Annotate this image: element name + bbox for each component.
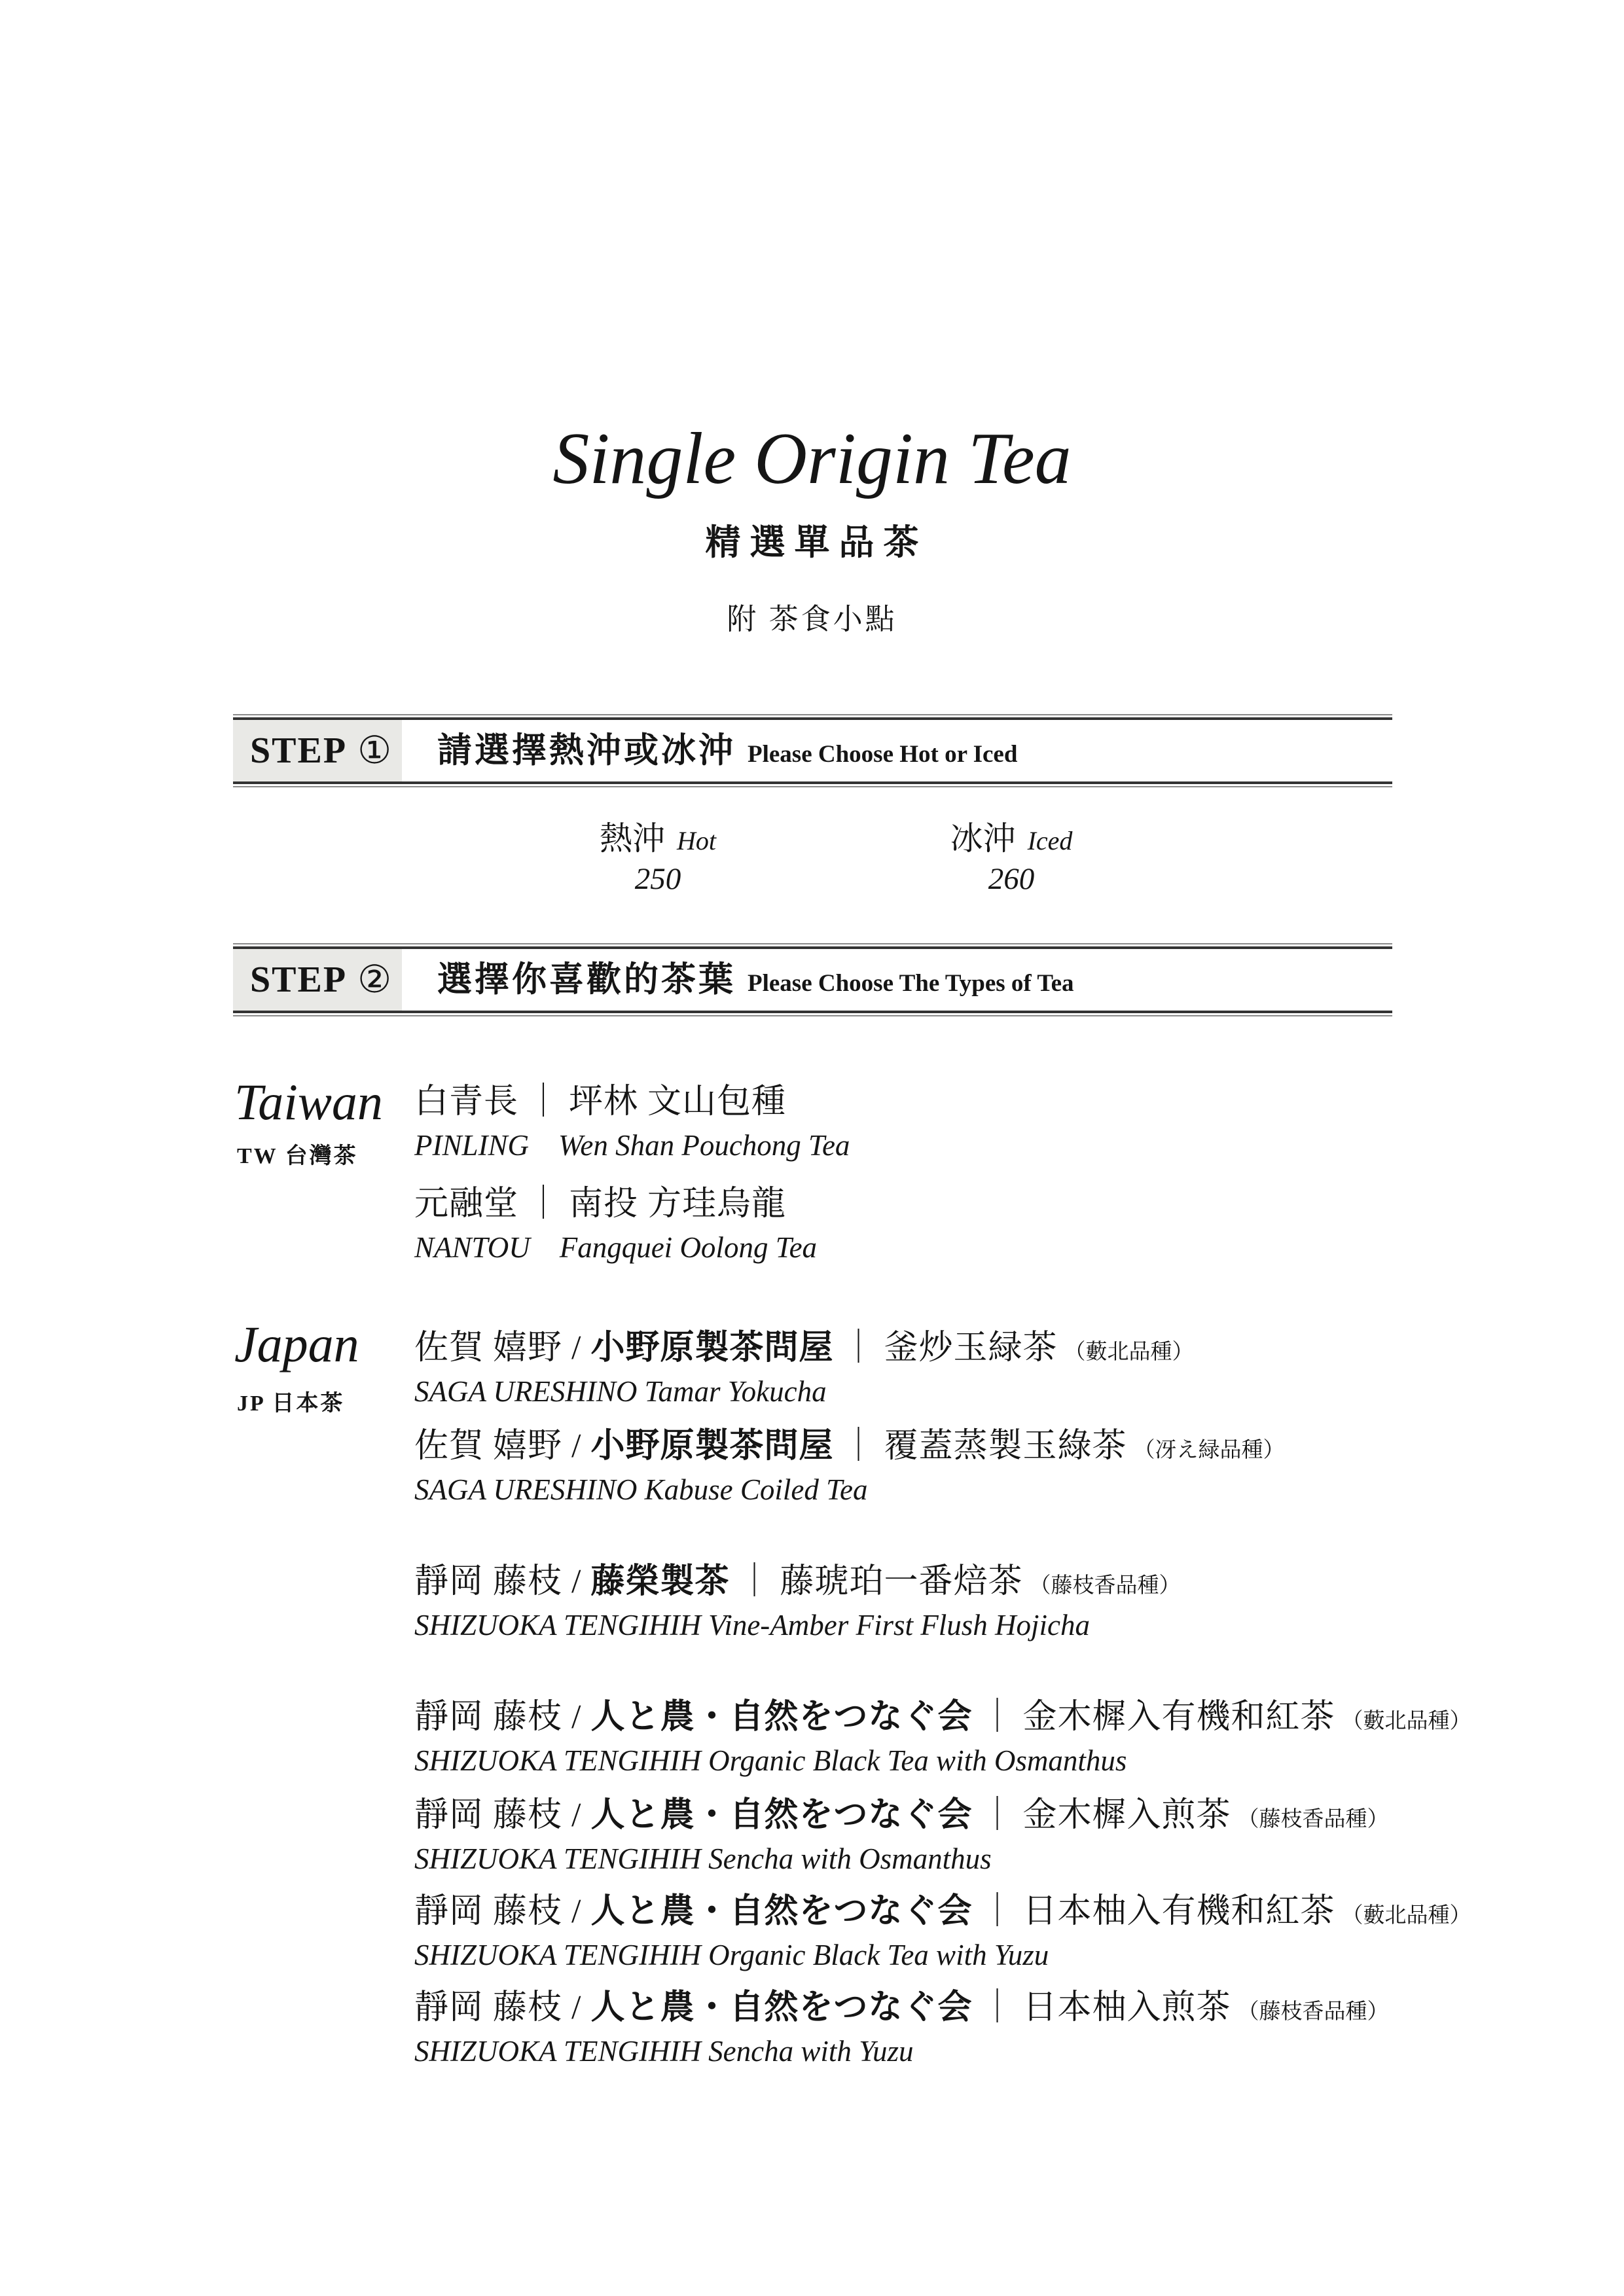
menu-item-cjk-line bbox=[414, 1991, 1389, 2025]
separator-bar: ｜ bbox=[526, 1083, 562, 1121]
menu-item-origin: 靜岡 藤枝 / bbox=[414, 1563, 591, 1600]
menu-item-cultivar-note: （藪北品種） bbox=[1341, 1710, 1471, 1733]
separator-bar: ｜ bbox=[980, 1989, 1015, 2026]
menu-item-english-name: PINLING Wen Shan Pouchong Tea bbox=[414, 1129, 850, 1162]
option-iced-price: 260 bbox=[988, 862, 1035, 896]
step-1-label: STEP bbox=[250, 730, 348, 771]
menu-item-english-name: SHIZUOKA TENGIHIH Vine-Amber First Flush Hojicha bbox=[414, 1609, 1091, 1641]
menu-item-cjk-line bbox=[414, 1429, 1285, 1463]
menu-item-producer: 藤榮製茶 bbox=[590, 1563, 730, 1600]
menu-item-cultivar-note: （藤枝香品種） bbox=[1029, 1574, 1181, 1598]
menu-item-tea-name: 南投 方珪烏龍 bbox=[569, 1185, 787, 1223]
option-hot-price: 250 bbox=[634, 862, 681, 896]
menu-item-cjk-line bbox=[414, 1700, 1471, 1734]
menu-item bbox=[414, 1895, 1471, 1970]
menu-item-english-name: SHIZUOKA TENGIHIH Organic Black Tea with Yuzu bbox=[414, 1939, 1049, 1971]
menu-item-tea-name: 金木樨入有機和紅茶 bbox=[1022, 1698, 1335, 1736]
tea-snack-note: 附 茶食小點 bbox=[727, 603, 897, 636]
menu-item-english-name: SAGA URESHINO Kabuse Coiled Tea bbox=[414, 1473, 868, 1506]
menu-item-tea-name: 藤琥珀一番焙茶 bbox=[780, 1563, 1023, 1600]
section-taiwan-name: Taiwan bbox=[234, 1073, 383, 1130]
menu-item-english-name: SHIZUOKA TENGIHIH Organic Black Tea with Osmanthus bbox=[414, 1744, 1127, 1777]
menu-item-cultivar-note: （藪北品種） bbox=[1064, 1340, 1194, 1364]
option-iced-cjk: 冰沖 bbox=[950, 820, 1016, 857]
menu-item-english-name: SHIZUOKA TENGIHIH Sencha with Osmanthus bbox=[414, 1842, 992, 1875]
menu-item bbox=[414, 1991, 1389, 2066]
menu-items-layer bbox=[414, 0, 1471, 2296]
menu-item-tea-name: 金木樨入煎茶 bbox=[1022, 1797, 1231, 1834]
menu-item-producer: 人と農・自然をつなぐ会 bbox=[590, 1989, 973, 2026]
step-1-number-icon: ① bbox=[357, 729, 392, 772]
menu-item-cjk-line bbox=[414, 1799, 1389, 1833]
menu-item-cjk-line bbox=[414, 1565, 1181, 1599]
step-2-heading-en: Please Choose The Types of Tea bbox=[748, 970, 1074, 997]
page-title: Single Origin Tea bbox=[552, 418, 1072, 499]
separator-bar: ｜ bbox=[980, 1797, 1015, 1834]
menu-item-cultivar-note: （藤枝香品種） bbox=[1237, 2000, 1389, 2024]
menu-item-producer: 人と農・自然をつなぐ会 bbox=[590, 1797, 973, 1834]
step-1-label-box bbox=[233, 720, 402, 781]
section-japan-code: JP 日本茶 bbox=[237, 1391, 345, 1416]
menu-item-producer: 人と農・自然をつなぐ会 bbox=[590, 1893, 973, 1930]
menu-item-origin: 靜岡 藤枝 / bbox=[414, 1698, 591, 1736]
separator-bar: ｜ bbox=[980, 1893, 1015, 1930]
option-iced-en: Iced bbox=[1027, 826, 1073, 855]
menu-item-cjk-line bbox=[414, 1187, 817, 1221]
menu-item-tea-name: 釜炒玉緑茶 bbox=[884, 1329, 1058, 1367]
menu-item-tea-name: 日本柚入有機和紅茶 bbox=[1022, 1893, 1335, 1930]
option-hot-en: Hot bbox=[677, 826, 716, 855]
step-2-label: STEP bbox=[250, 960, 348, 1000]
menu-item-english-name: SAGA URESHINO Tamar Yokucha bbox=[414, 1375, 827, 1408]
menu-item-origin: 靜岡 藤枝 / bbox=[414, 1797, 591, 1834]
menu-item-origin: 靜岡 藤枝 / bbox=[414, 1989, 591, 2026]
menu-item-tea-name: 覆蓋蒸製玉綠茶 bbox=[884, 1427, 1127, 1465]
menu-item bbox=[414, 1700, 1471, 1776]
menu-item-origin: 元融堂 bbox=[414, 1185, 519, 1223]
menu-item-cjk-line bbox=[414, 1331, 1194, 1365]
menu-item-tea-name: 坪林 文山包種 bbox=[569, 1083, 787, 1121]
menu-item bbox=[414, 1331, 1194, 1407]
separator-bar: ｜ bbox=[737, 1563, 772, 1600]
step-1-heading-cjk: 請選擇熱沖或冰沖 bbox=[437, 732, 736, 770]
step-2-heading-cjk: 選擇你喜歡的茶葉 bbox=[437, 961, 736, 999]
menu-item-cjk-line bbox=[414, 1895, 1471, 1929]
menu-item bbox=[414, 1085, 850, 1160]
menu-item-origin: 白青長 bbox=[414, 1083, 519, 1121]
section-japan-name: Japan bbox=[234, 1316, 359, 1372]
separator-bar: ｜ bbox=[980, 1698, 1015, 1736]
menu-item bbox=[414, 1429, 1285, 1505]
separator-bar: ｜ bbox=[841, 1427, 876, 1465]
step-2-label-box bbox=[233, 949, 402, 1011]
section-taiwan-code: TW 台灣茶 bbox=[237, 1144, 358, 1168]
menu-item-origin: 佐賀 嬉野 / bbox=[414, 1329, 591, 1367]
menu-item-producer: 人と農・自然をつなぐ会 bbox=[590, 1698, 973, 1736]
menu-item-origin: 靜岡 藤枝 / bbox=[414, 1893, 591, 1930]
menu-item bbox=[414, 1799, 1389, 1874]
menu-item-cultivar-note: （冴え緑品種） bbox=[1133, 1439, 1285, 1462]
menu-item-tea-name: 日本柚入煎茶 bbox=[1022, 1989, 1231, 2026]
separator-bar: ｜ bbox=[841, 1329, 876, 1367]
step-1-heading-en: Please Choose Hot or Iced bbox=[748, 741, 1018, 768]
menu-item-origin: 佐賀 嬉野 / bbox=[414, 1427, 591, 1465]
option-hot-cjk: 熱沖 bbox=[600, 820, 665, 857]
step-2-number-icon: ② bbox=[357, 958, 392, 1001]
menu-item bbox=[414, 1565, 1181, 1640]
menu-item-cultivar-note: （藪北品種） bbox=[1341, 1904, 1471, 1928]
menu-item-english-name: NANTOU Fangquei Oolong Tea bbox=[414, 1231, 818, 1264]
menu-item bbox=[414, 1187, 817, 1263]
menu-item-producer: 小野原製茶問屋 bbox=[590, 1329, 834, 1367]
separator-bar: ｜ bbox=[526, 1185, 562, 1223]
page-subtitle-cjk: 精選單品茶 bbox=[705, 523, 928, 562]
menu-item-producer: 小野原製茶問屋 bbox=[590, 1427, 834, 1465]
menu-item-english-name: SHIZUOKA TENGIHIH Sencha with Yuzu bbox=[414, 2035, 914, 2068]
menu-item-cultivar-note: （藤枝香品種） bbox=[1237, 1808, 1389, 1831]
menu-item-cjk-line bbox=[414, 1085, 850, 1119]
